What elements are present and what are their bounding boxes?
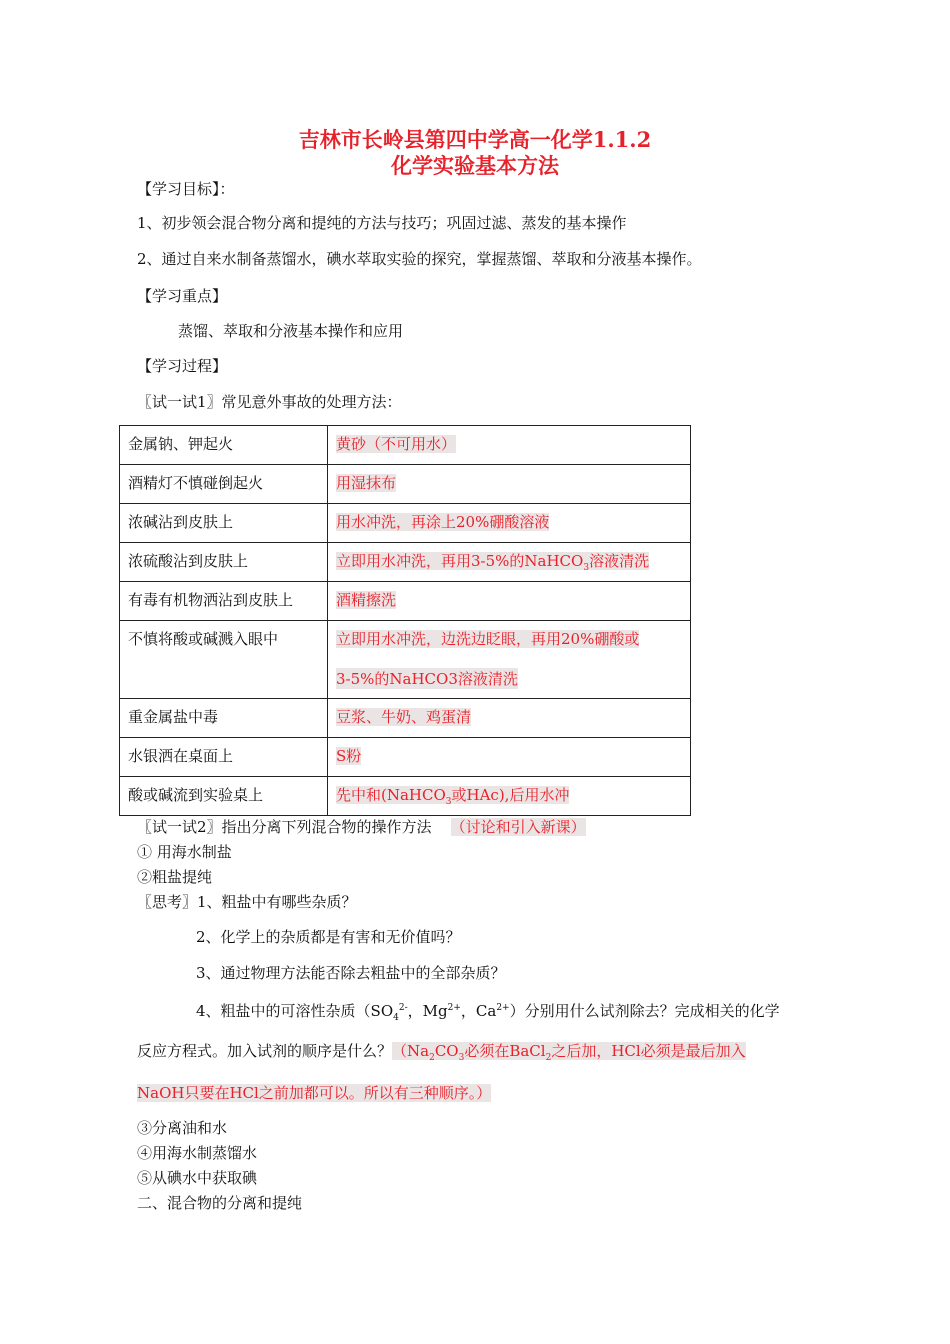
item-4: ④用海水制蒸馏水 <box>137 1144 258 1162</box>
think-2: 2、化学上的杂质都是有害和无价值吗？ <box>196 928 461 946</box>
table-row <box>120 426 691 465</box>
handling-text: 用湿抹布 <box>336 474 397 492</box>
handling-text: 立即用水冲洗，边洗边眨眼，再用20%硼酸或 <box>336 630 640 648</box>
case-cell: 金属钠、钾起火 <box>120 426 328 465</box>
try-1-heading: 〖试一试1〗常见意外事故的处理方法： <box>137 393 402 411</box>
handling-cell <box>328 504 691 543</box>
item-3: ③分离油和水 <box>137 1119 228 1137</box>
case-cell: 水银洒在桌面上 <box>120 738 328 777</box>
section-2-heading: 二、混合物的分离和提纯 <box>137 1194 303 1212</box>
try-2-heading: 〖试一试2〗指出分离下列混合物的操作方法 （讨论和引入新课） <box>137 818 586 836</box>
case-cell: 酒精灯不慎碰倒起火 <box>120 465 328 504</box>
accident-table <box>119 425 691 816</box>
answer-line-2: NaOH只要在HCl之前加都可以。所以有三种顺序。） <box>137 1084 492 1102</box>
title-line-1: 吉林市长岭县第四中学高一化学1.1.2 <box>298 127 652 152</box>
objective-2: 2、通过自来水制备蒸馏水，碘水萃取实验的探究，掌握蒸馏、萃取和分液基本操作。 <box>137 250 702 268</box>
case-cell: 浓碱沾到皮肤上 <box>120 504 328 543</box>
focus-heading: 【学习重点】 <box>137 287 228 305</box>
think-3: 3、通过物理方法能否除去粗盐中的全部杂质？ <box>196 964 506 982</box>
handling-text: 用水冲洗，再涂上20%硼酸溶液 <box>336 513 550 531</box>
case-cell: 浓硫酸沾到皮肤上 <box>120 543 328 582</box>
handling-text: 豆浆、牛奶、鸡蛋清 <box>336 708 472 726</box>
table-row <box>120 699 691 738</box>
table-row <box>120 465 691 504</box>
handling-text: 黄砂（不可用水） <box>336 435 457 453</box>
handling-cell <box>328 777 691 816</box>
handling-cell <box>328 582 691 621</box>
case-cell: 重金属盐中毒 <box>120 699 328 738</box>
handling-text-line-2: 3-5%的NaHCO3溶液清洗 <box>336 670 518 688</box>
table-row <box>120 777 691 816</box>
case-cell: 酸或碱流到实验桌上 <box>120 777 328 816</box>
table-row <box>120 582 691 621</box>
title-line-2: 化学实验基本方法 <box>391 153 559 178</box>
handling-cell <box>328 426 691 465</box>
think-1: 〖思考〗1、粗盐中有哪些杂质？ <box>137 893 357 911</box>
process-heading: 【学习过程】 <box>137 357 228 375</box>
table-row <box>120 543 691 582</box>
handling-cell <box>328 699 691 738</box>
try-2-note: （讨论和引入新课） <box>450 818 586 836</box>
handling-text: 先中和(NaHCO$_3$或HAc),后用水冲 <box>336 786 570 807</box>
objective-1: 1、初步领会混合物分离和提纯的方法与技巧；巩固过滤、蒸发的基本操作 <box>137 214 627 232</box>
handling-cell <box>328 465 691 504</box>
table-row <box>120 504 691 543</box>
think-4: 4、粗盐中的可溶性杂质（$SO_4^{2-}$，$Mg^{2+}$，$Ca^{2+}$）分别用什么试剂除去？完成相关的化学 <box>196 1002 780 1023</box>
focus-text: 蒸馏、萃取和分液基本操作和应用 <box>178 322 404 340</box>
answer-text: （$Na_2CO_3$必须在BaCl$_2$之后加，HCl必须是最后加入 <box>392 1042 746 1063</box>
objectives-heading: 【学习目标】： <box>137 180 235 198</box>
handling-cell <box>328 621 691 699</box>
item-1: ① 用海水制盐 <box>137 843 232 861</box>
handling-cell <box>328 543 691 582</box>
case-cell: 不慎将酸或碱溅入眼中 <box>120 621 328 699</box>
handling-text: 立即用水冲洗，再用3-5%的NaHCO$_3$溶液清洗 <box>336 552 650 573</box>
handling-cell <box>328 738 691 777</box>
think-4-line-2: 反应方程式。加入试剂的顺序是什么？（$Na_2CO_3$必须在BaCl$_2$之后加，HCl必须是最后加入 <box>137 1042 746 1063</box>
item-2: ②粗盐提纯 <box>137 868 213 886</box>
handling-text: S粉 <box>336 747 362 765</box>
case-cell: 有毒有机物洒沾到皮肤上 <box>120 582 328 621</box>
handling-text: 酒精擦洗 <box>336 591 397 609</box>
table-row <box>120 621 691 699</box>
item-5: ⑤从碘水中获取碘 <box>137 1169 258 1187</box>
table-row <box>120 738 691 777</box>
